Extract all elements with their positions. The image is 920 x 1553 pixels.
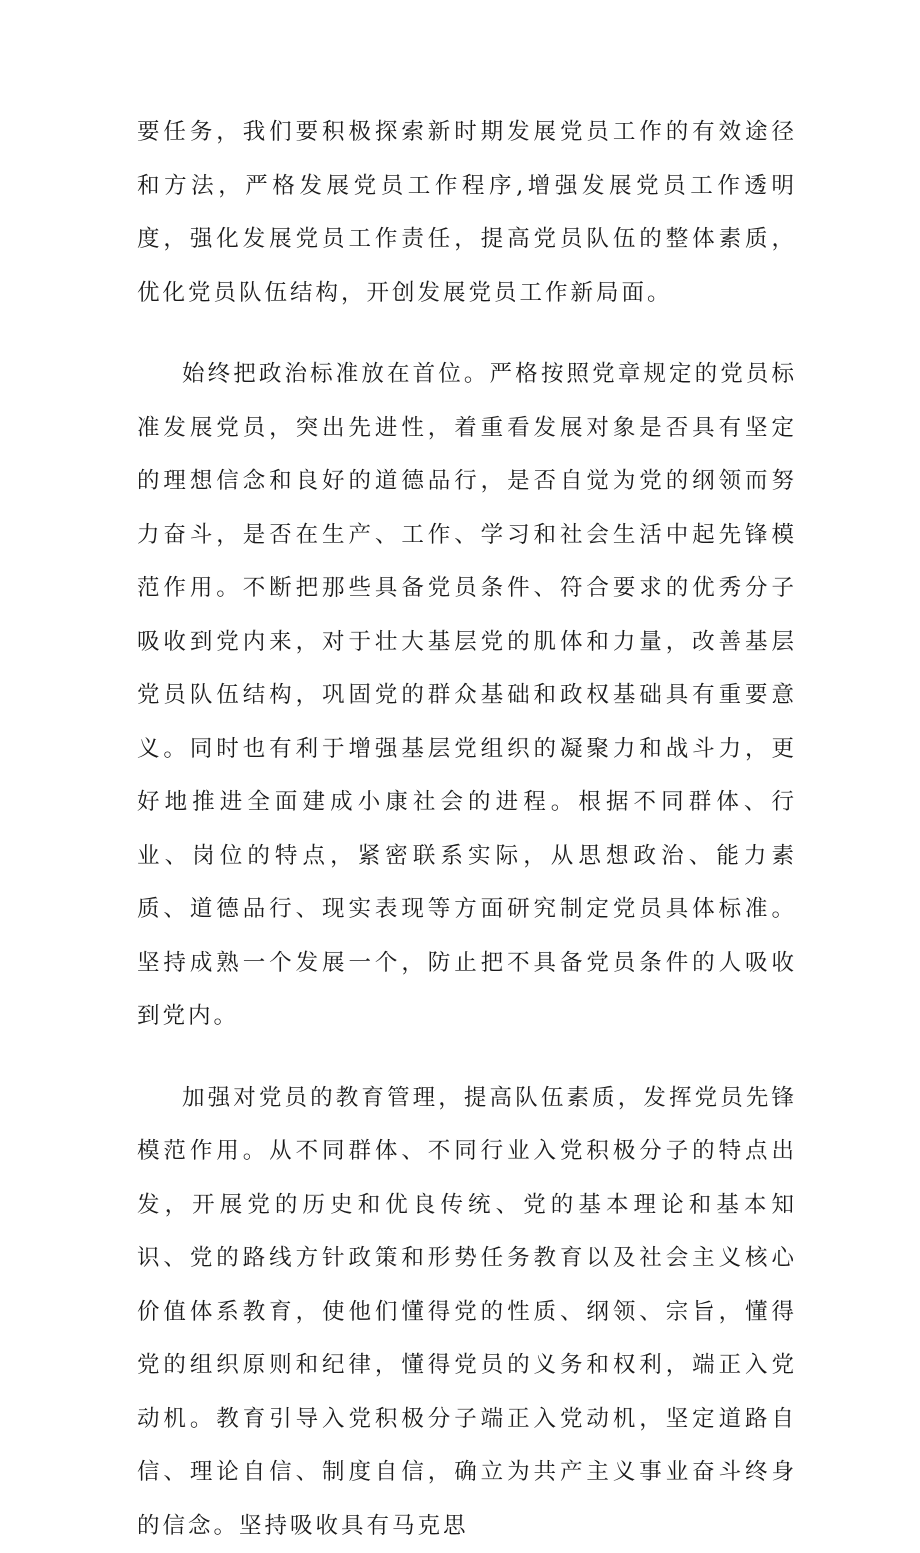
document-page [137,106,797,1553]
paragraph-political-standard: 始终把政治标准放在首位。严格按照党章规定的党员标准发展党员，突出先进性，着重看发展对象是否具有坚定的理想信念和良好的道德品行，是否自觉为党的纲领而努力奋斗，是否在生产、工作、学习和社会生活中起先锋模范作用。不断把那些具备党员条件、符合要求的优秀分子吸收到党内来，对于壮大基层党的肌体和力量，改善基层党员队伍结构，巩固党的群众基础和政权基础具有重要意义。同时也有利于增强基层党组织的凝聚力和战斗力，更好地推进全面建成小康社会的进程。根据不同群体、行业、岗位的特点，紧密联系实际，从思想政治、能力素质、道德品行、现实表现等方面研究制定党员具体标准。坚持成熟一个发展一个，防止把不具备党员条件的人吸收到党内。 [137,348,797,1044]
paragraph-continuation: 要任务，我们要积极探索新时期发展党员工作的有效途径和方法，严格发展党员工作程序,增强发展党员工作透明度，强化发展党员工作责任，提高党员队伍的整体素质，优化党员队伍结构，开创发展党员工作新局面。 [137,106,797,320]
paragraph-education-management: 加强对党员的教育管理，提高队伍素质，发挥党员先锋模范作用。从不同群体、不同行业入党积极分子的特点出发，开展党的历史和优良传统、党的基本理论和基本知识、党的路线方针政策和形势任务教育以及社会主义核心价值体系教育，使他们懂得党的性质、纲领、宗旨，懂得党的组织原则和纪律，懂得党员的义务和权利，端正入党动机。教育引导入党积极分子端正入党动机，坚定道路自信、理论自信、制度自信，确立为共产主义事业奋斗终身的信念。坚持吸收具有马克思 [137,1072,797,1553]
